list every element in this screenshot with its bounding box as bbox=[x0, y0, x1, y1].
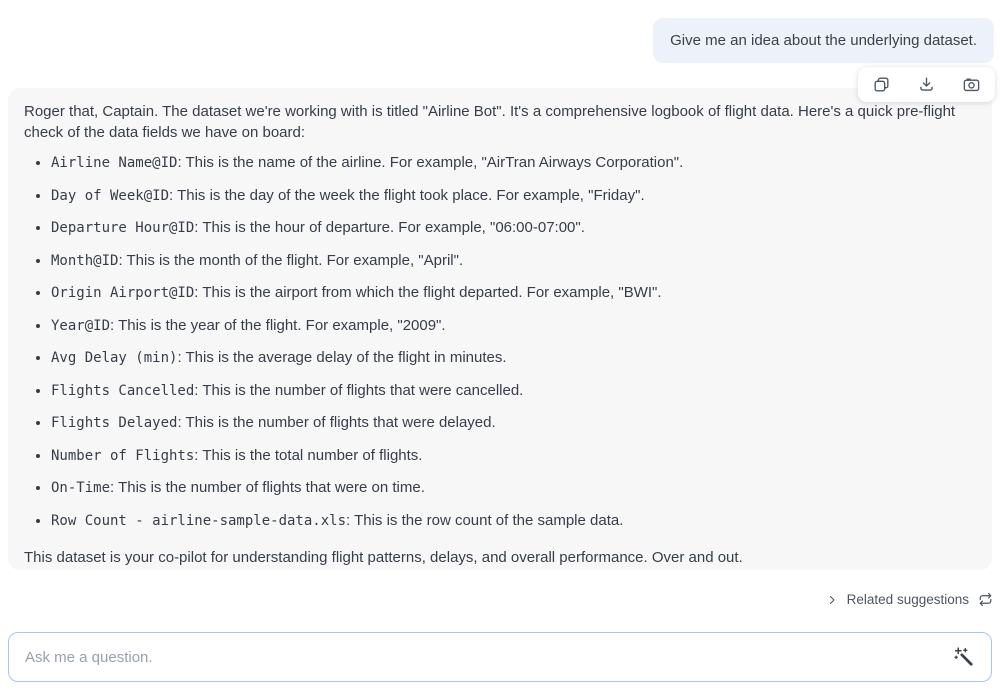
field-name: Airline Name@ID bbox=[51, 155, 178, 171]
response-outro: This dataset is your co-pilot for understanding flight patterns, delays, and overall performance. Over and out. bbox=[24, 548, 743, 566]
field-desc: : This is the airport from which the flight departed. For example, "BWI". bbox=[194, 284, 662, 301]
user-message-text: Give me an idea about the underlying dataset. bbox=[670, 32, 977, 49]
message-action-toolbar bbox=[858, 67, 995, 102]
field-name: Departure Hour@ID bbox=[51, 220, 195, 236]
magic-wand-button[interactable] bbox=[945, 646, 991, 669]
download-icon bbox=[917, 75, 936, 94]
copy-icon bbox=[872, 75, 891, 94]
list-item bbox=[51, 511, 976, 531]
field-desc: : This is the hour of departure. For example, "06:00-07:00". bbox=[194, 219, 585, 236]
field-name: Number of Flights bbox=[51, 447, 195, 464]
question-composer bbox=[8, 632, 992, 682]
field-name: Origin Airport@ID bbox=[51, 285, 195, 301]
field-desc: : This is the number of flights that were on time. bbox=[110, 479, 425, 496]
field-desc: : This is the year of the flight. For example, "2009". bbox=[110, 316, 446, 334]
chevron-right-icon bbox=[826, 594, 838, 606]
question-input[interactable] bbox=[9, 649, 945, 666]
field-name: Month@ID bbox=[51, 252, 119, 269]
field-desc: : This is the number of flights that were cancelled. bbox=[194, 381, 524, 399]
copy-button[interactable] bbox=[872, 75, 891, 94]
field-desc: : This is the day of the week the flight took place. For example, "Friday". bbox=[169, 186, 645, 204]
field-desc: : This is the row count of the sample data. bbox=[346, 511, 624, 529]
field-desc: : This is the name of the airline. For example, "AirTran Airways Corporation". bbox=[177, 154, 684, 171]
dataset-field-list bbox=[24, 153, 976, 531]
field-name: Avg Delay (min) bbox=[51, 350, 178, 366]
download-button[interactable] bbox=[917, 75, 936, 94]
list-item bbox=[51, 446, 976, 466]
field-desc: : This is the average delay of the flight in minutes. bbox=[177, 349, 507, 366]
camera-icon bbox=[962, 75, 981, 94]
list-item bbox=[51, 251, 976, 271]
user-message-bubble bbox=[653, 18, 994, 63]
related-suggestions-label: Related suggestions bbox=[846, 592, 969, 607]
list-item bbox=[51, 478, 976, 498]
list-item bbox=[51, 348, 976, 368]
list-item bbox=[51, 283, 976, 303]
screenshot-button[interactable] bbox=[962, 75, 981, 94]
list-item bbox=[51, 413, 976, 433]
refresh-icon[interactable] bbox=[978, 592, 993, 607]
field-desc: : This is the month of the flight. For example, "April". bbox=[118, 251, 464, 269]
magic-wand-icon bbox=[953, 646, 976, 669]
list-item bbox=[51, 153, 976, 173]
list-item bbox=[51, 218, 976, 238]
field-name: Row Count - airline-sample-data.xls bbox=[51, 512, 347, 529]
response-intro: Roger that, Captain. The dataset we're working with is titled "Airline Bot". It's a comprehensive logbook of flight data. Here's a quick pre-flight check of the data fields we have on board: bbox=[24, 103, 956, 141]
list-item bbox=[51, 186, 976, 206]
field-name: Flights Delayed bbox=[51, 415, 178, 431]
field-name: On-Time bbox=[51, 480, 111, 496]
field-name: Year@ID bbox=[51, 317, 111, 334]
field-name: Flights Cancelled bbox=[51, 382, 195, 399]
related-suggestions-toggle[interactable] bbox=[826, 592, 993, 607]
list-item bbox=[51, 316, 976, 336]
bot-response-card bbox=[8, 88, 992, 570]
field-desc: : This is the total number of flights. bbox=[194, 446, 423, 464]
field-desc: : This is the number of flights that were delayed. bbox=[177, 414, 496, 431]
list-item bbox=[51, 381, 976, 401]
field-name: Day of Week@ID bbox=[51, 187, 170, 204]
